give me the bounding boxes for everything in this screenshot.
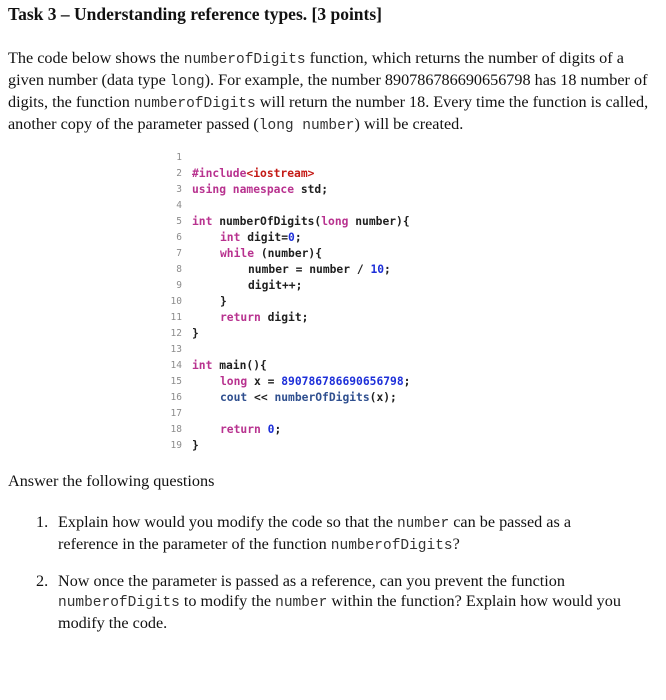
line-number: 9 [176, 280, 182, 291]
line-number: 12 [170, 328, 182, 339]
code-text: number = number / [248, 263, 371, 276]
code-text: } [192, 327, 199, 340]
line-number: 8 [176, 264, 182, 275]
code-text: } [192, 439, 199, 452]
question-number: 2. [36, 572, 49, 590]
line-number: 18 [170, 424, 182, 435]
code-keyword: using namespace [192, 183, 295, 196]
code-text: (x); [369, 391, 397, 404]
inline-code: numberofDigits [330, 538, 453, 554]
code-text: } [220, 295, 227, 308]
inline-code-param: long number [258, 118, 355, 134]
question-text-part: Now once the parameter is passed as a reference, can you prevent the function [58, 572, 565, 590]
question-text-part: can be passed as a reference in the parameter of the function [58, 513, 572, 553]
code-keyword: #include [192, 167, 247, 180]
inline-code: number [396, 516, 450, 532]
code-keyword: long [220, 375, 248, 388]
inline-code-type: long [169, 74, 205, 90]
question-text-part: ? [452, 535, 460, 553]
code-keyword: return [220, 423, 261, 436]
line-number: 11 [170, 312, 182, 323]
question-text [58, 571, 628, 633]
code-number: 0 [267, 423, 275, 436]
code-keyword: return [220, 311, 261, 324]
line-number: 13 [170, 344, 182, 355]
line-number: 5 [176, 216, 182, 227]
code-text: digit= [240, 231, 289, 244]
code-text: << [247, 391, 275, 404]
line-number: 6 [176, 232, 182, 243]
code-text: numberOfDigits( [212, 215, 322, 228]
intro-text: ) will be created. [354, 115, 464, 133]
code-identifier: numberOfDigits [274, 391, 370, 404]
code-number: 10 [370, 263, 385, 276]
code-keyword: while [220, 247, 255, 260]
question-number: 1. [36, 513, 49, 531]
intro-text: ). For example, the number 890786786690656798 has 18 number of digits, the function [8, 71, 648, 111]
question-text [58, 512, 628, 556]
code-text: ; [274, 423, 282, 436]
question-text-part: within the function? Explain how would you modify the code. [58, 592, 621, 632]
intro-text: function, which returns the number of digits of a given number (data type [8, 49, 624, 89]
code-text: ; [403, 375, 411, 388]
line-number: 15 [170, 376, 182, 387]
code-text: std; [294, 183, 329, 196]
line-number: 19 [170, 440, 182, 451]
line-number: 16 [170, 392, 182, 403]
code-text: digit++; [248, 279, 303, 292]
line-number: 3 [176, 184, 182, 195]
code-text: ; [384, 263, 391, 276]
code-keyword: long [321, 215, 349, 228]
code-text: digit; [260, 311, 309, 324]
inline-code-function: numberofDigits [133, 96, 256, 112]
question-text-part: to modify the [179, 592, 276, 610]
code-keyword: int [192, 359, 213, 372]
intro-paragraph [8, 48, 658, 136]
code-text: number){ [348, 215, 410, 228]
code-number: 0 [288, 231, 295, 244]
line-number: 14 [170, 360, 182, 371]
line-number: 2 [176, 168, 182, 179]
code-text: main(){ [212, 359, 267, 372]
line-number: 17 [170, 408, 182, 419]
code-text: x = [247, 375, 282, 388]
inline-code: number [275, 595, 328, 611]
intro-text: will return the number 18. Every time the function is called, another copy of the parameter passed ( [8, 93, 649, 133]
task-title: Task 3 – Understanding reference types. [3 points] [8, 4, 383, 24]
line-number: 7 [176, 248, 182, 259]
inline-code: numberofDigits [58, 595, 180, 611]
line-number: 4 [176, 200, 182, 211]
code-text: ; [294, 231, 302, 244]
code-number: 890786786690656798 [281, 375, 404, 388]
code-keyword: int [220, 231, 241, 244]
question-text-part: Explain how would you modify the code so that the [58, 513, 397, 531]
code-identifier: cout [220, 391, 248, 404]
line-number: 1 [176, 152, 182, 163]
code-text: (number){ [254, 247, 323, 260]
code-string: <iostream> [246, 167, 315, 180]
answer-heading: Answer the following questions [8, 472, 215, 490]
code-keyword: int [192, 215, 213, 228]
line-number: 10 [170, 296, 182, 307]
intro-text: The code below shows the [8, 49, 184, 67]
inline-code-function: numberofDigits [183, 52, 306, 68]
